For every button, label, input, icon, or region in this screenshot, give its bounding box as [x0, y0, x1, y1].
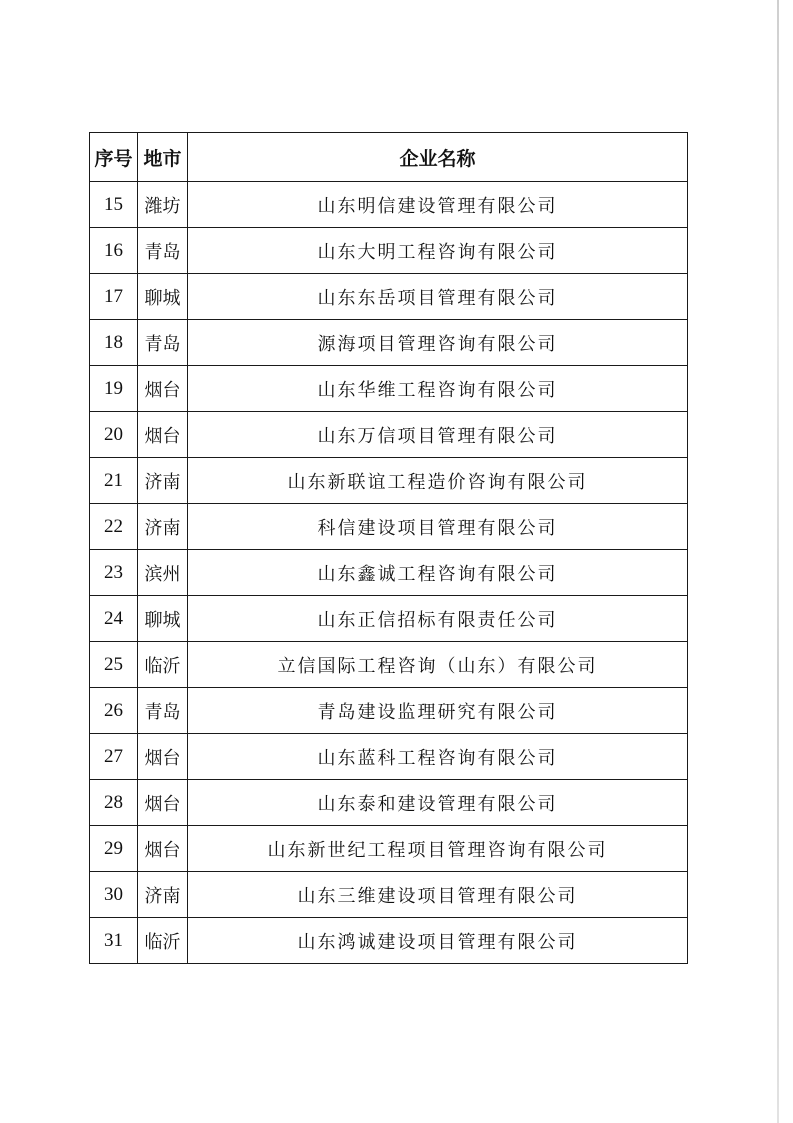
city-cell: 济南 — [138, 504, 188, 550]
company-name-cell: 山东三维建设项目管理有限公司 — [188, 872, 688, 918]
table-row — [90, 228, 688, 274]
table-row — [90, 780, 688, 826]
company-name-cell: 山东新联谊工程造价咨询有限公司 — [188, 458, 688, 504]
table-header — [90, 133, 688, 182]
serial-number-cell: 26 — [90, 688, 138, 734]
serial-number-cell: 23 — [90, 550, 138, 596]
serial-number-cell: 30 — [90, 872, 138, 918]
table-row — [90, 458, 688, 504]
company-name-cell: 源海项目管理咨询有限公司 — [188, 320, 688, 366]
table-row — [90, 412, 688, 458]
company-name-cell: 山东东岳项目管理有限公司 — [188, 274, 688, 320]
city-cell: 烟台 — [138, 734, 188, 780]
serial-number-cell: 29 — [90, 826, 138, 872]
city-cell: 临沂 — [138, 642, 188, 688]
header-row — [90, 133, 688, 182]
table-row — [90, 366, 688, 412]
company-name-cell: 青岛建设监理研究有限公司 — [188, 688, 688, 734]
serial-number-cell: 22 — [90, 504, 138, 550]
enterprise-table — [89, 132, 688, 964]
company-name-cell: 山东大明工程咨询有限公司 — [188, 228, 688, 274]
serial-number-cell: 21 — [90, 458, 138, 504]
table-row — [90, 872, 688, 918]
table-body — [90, 182, 688, 964]
scan-edge-line — [777, 0, 779, 1123]
table-row — [90, 550, 688, 596]
header-company-name: 企业名称 — [188, 133, 688, 182]
serial-number-cell: 17 — [90, 274, 138, 320]
table-row — [90, 596, 688, 642]
company-name-cell: 山东蓝科工程咨询有限公司 — [188, 734, 688, 780]
table-row — [90, 504, 688, 550]
table-row — [90, 734, 688, 780]
city-cell: 聊城 — [138, 274, 188, 320]
table-row — [90, 826, 688, 872]
city-cell: 烟台 — [138, 366, 188, 412]
serial-number-cell: 31 — [90, 918, 138, 964]
header-serial-number: 序号 — [90, 133, 138, 182]
company-name-cell: 山东鸿诚建设项目管理有限公司 — [188, 918, 688, 964]
city-cell: 青岛 — [138, 688, 188, 734]
city-cell: 济南 — [138, 458, 188, 504]
serial-number-cell: 18 — [90, 320, 138, 366]
table-row — [90, 918, 688, 964]
serial-number-cell: 28 — [90, 780, 138, 826]
table-row — [90, 688, 688, 734]
header-city: 地市 — [138, 133, 188, 182]
city-cell: 滨州 — [138, 550, 188, 596]
city-cell: 青岛 — [138, 320, 188, 366]
city-cell: 烟台 — [138, 780, 188, 826]
company-name-cell: 山东鑫诚工程咨询有限公司 — [188, 550, 688, 596]
serial-number-cell: 20 — [90, 412, 138, 458]
company-name-cell: 山东正信招标有限责任公司 — [188, 596, 688, 642]
company-name-cell: 山东明信建设管理有限公司 — [188, 182, 688, 228]
serial-number-cell: 24 — [90, 596, 138, 642]
company-name-cell: 立信国际工程咨询（山东）有限公司 — [188, 642, 688, 688]
serial-number-cell: 19 — [90, 366, 138, 412]
company-name-cell: 山东泰和建设管理有限公司 — [188, 780, 688, 826]
serial-number-cell: 25 — [90, 642, 138, 688]
table-row — [90, 274, 688, 320]
table-row — [90, 320, 688, 366]
city-cell: 烟台 — [138, 826, 188, 872]
company-name-cell: 山东万信项目管理有限公司 — [188, 412, 688, 458]
serial-number-cell: 15 — [90, 182, 138, 228]
serial-number-cell: 16 — [90, 228, 138, 274]
city-cell: 临沂 — [138, 918, 188, 964]
company-name-cell: 科信建设项目管理有限公司 — [188, 504, 688, 550]
city-cell: 济南 — [138, 872, 188, 918]
city-cell: 潍坊 — [138, 182, 188, 228]
serial-number-cell: 27 — [90, 734, 138, 780]
company-name-cell: 山东新世纪工程项目管理咨询有限公司 — [188, 826, 688, 872]
company-name-cell: 山东华维工程咨询有限公司 — [188, 366, 688, 412]
city-cell: 烟台 — [138, 412, 188, 458]
table-row — [90, 642, 688, 688]
table-row — [90, 182, 688, 228]
city-cell: 聊城 — [138, 596, 188, 642]
city-cell: 青岛 — [138, 228, 188, 274]
